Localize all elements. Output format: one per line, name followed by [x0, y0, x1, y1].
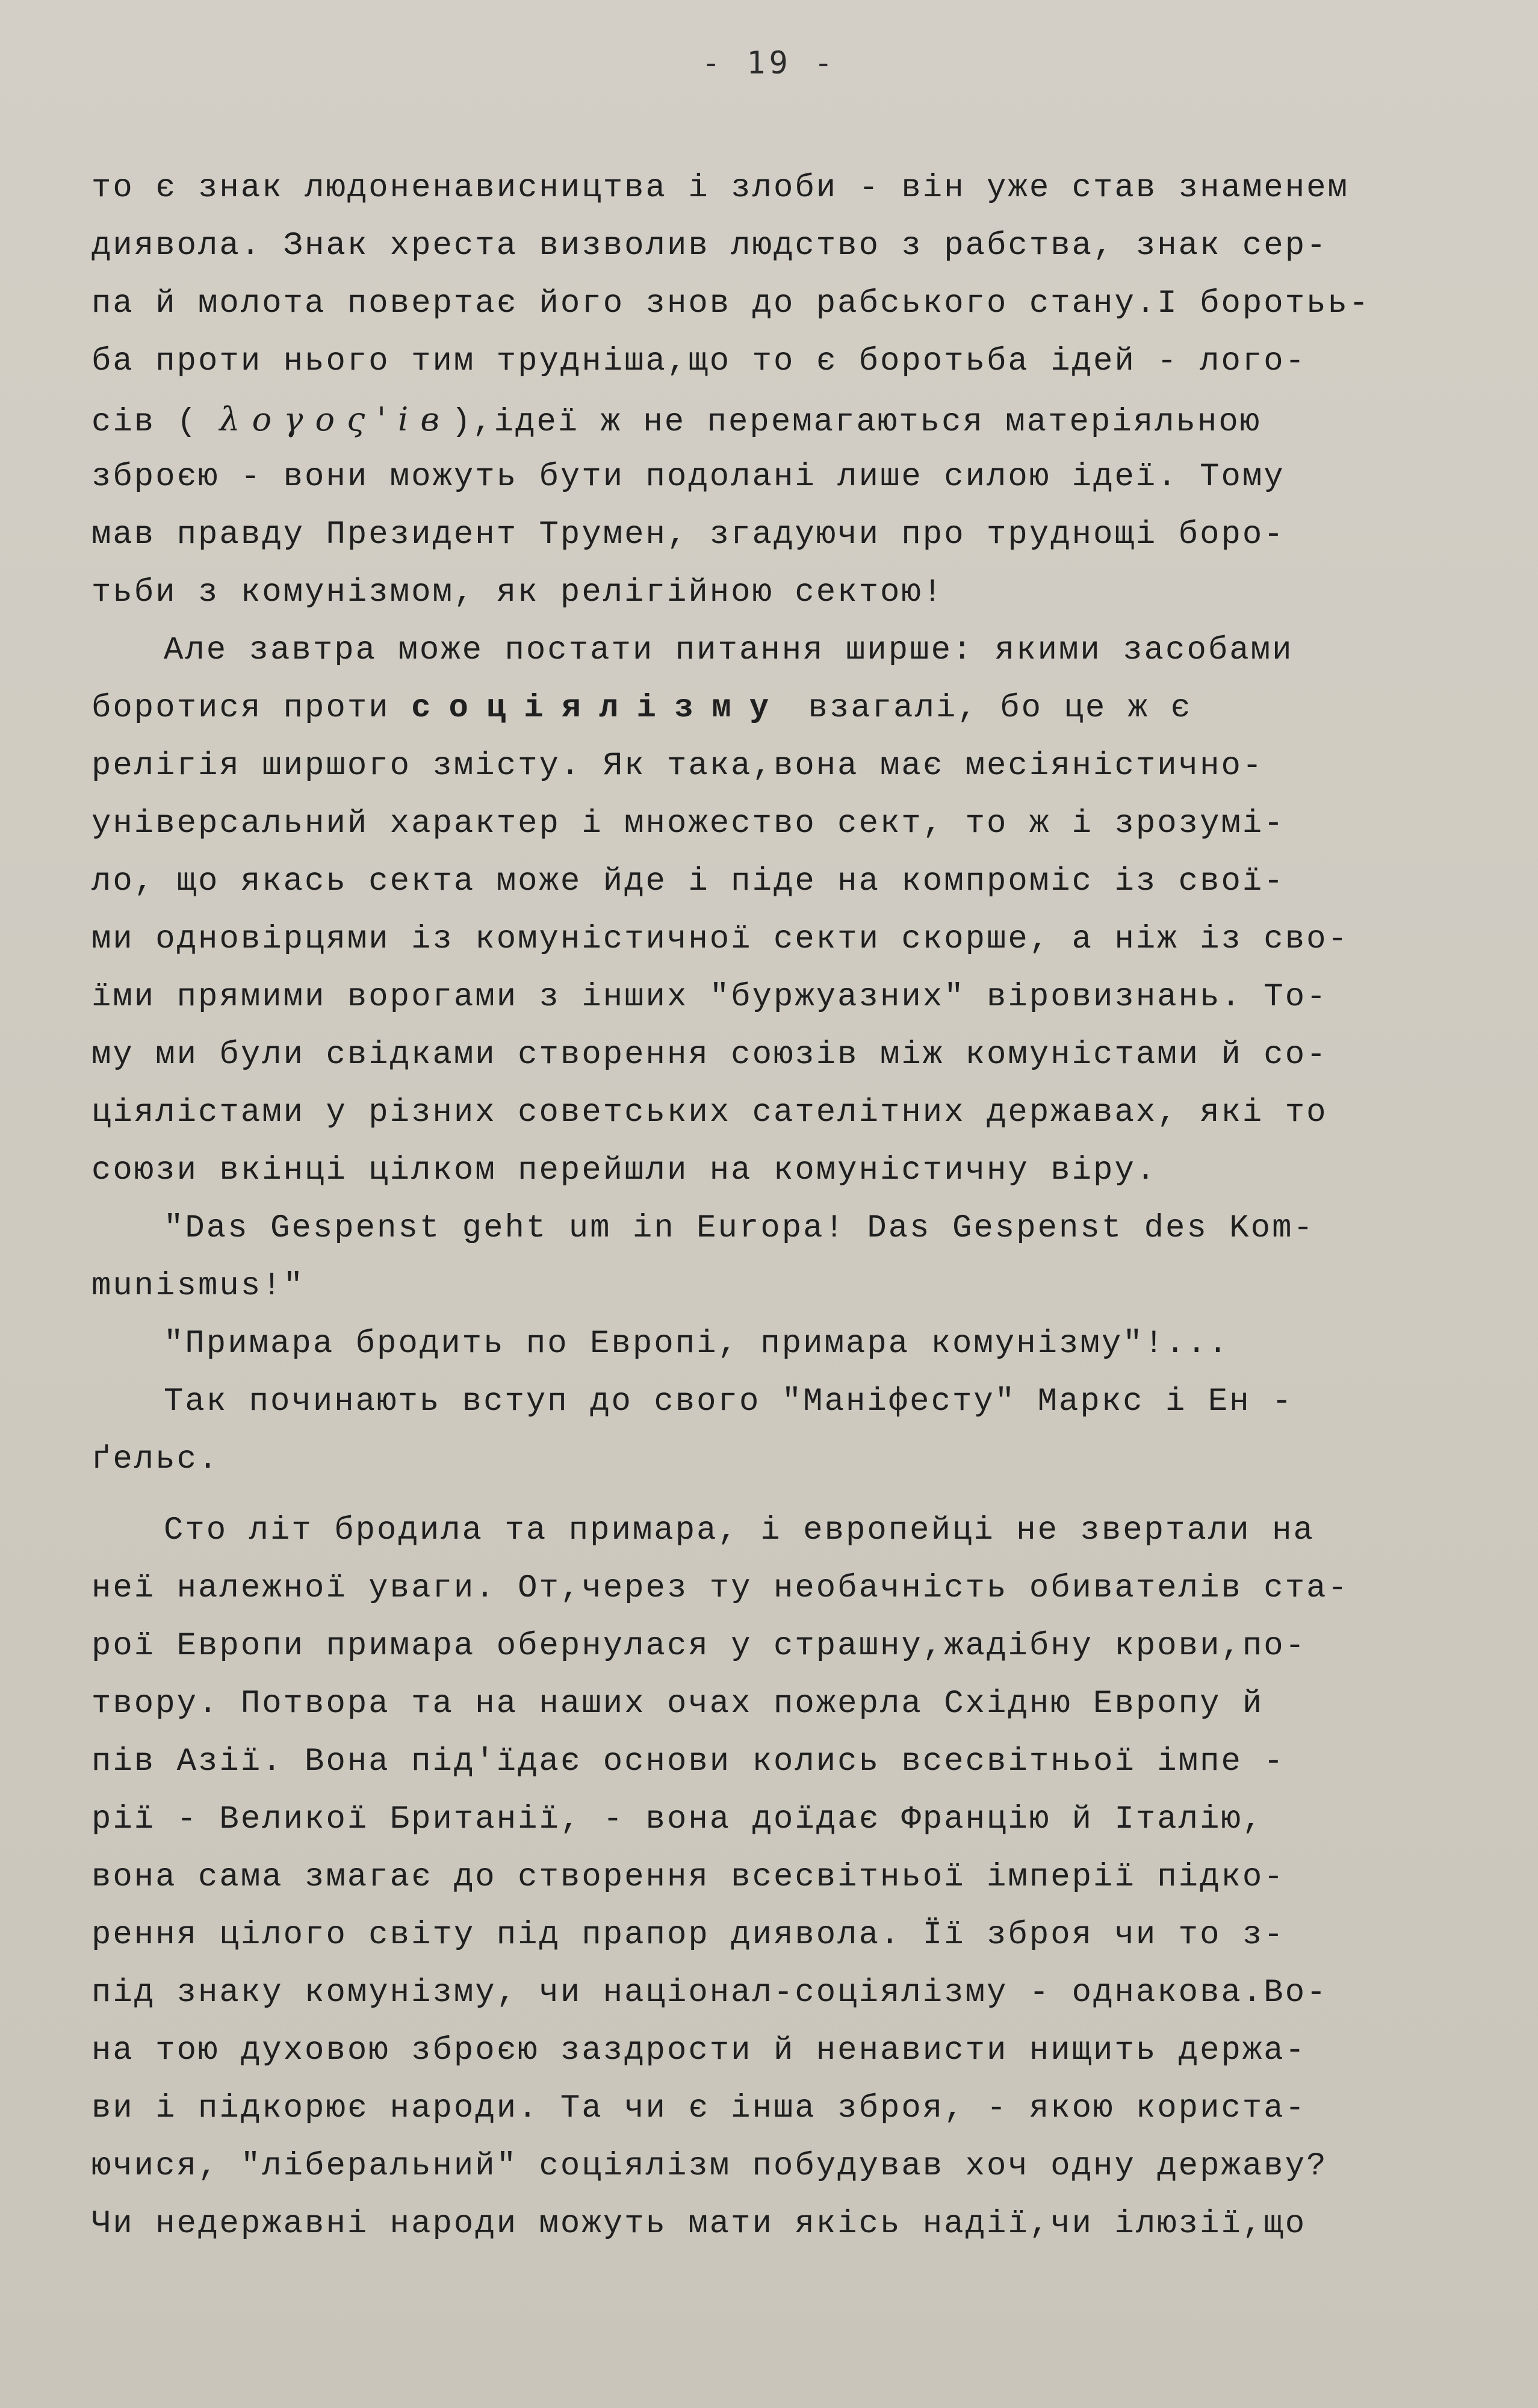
text-segment: ),ідеї ж не перемагаються матеріяльною — [451, 404, 1262, 441]
text-line: мав правду Президент Трумен, згадуючи про труднощі боро- — [91, 517, 1285, 553]
text-segment: взагалі, бо це ж є — [787, 690, 1192, 727]
text-line: ючися, "ліберальний" соціялізм побудував хоч одну державу? — [91, 2148, 1328, 2185]
text-line: рії - Великої Британії, - вона доїдає Францію й Італію, — [91, 1801, 1264, 1838]
text-line: зброєю - вони можуть бути подолані лише силою ідеї. Тому — [91, 459, 1285, 495]
text-line: ціялістами у різних советських сателітних державах, які то — [91, 1094, 1328, 1131]
text-line: Чи недержавні народи можуть мати якісь надії,чи ілюзії,що — [91, 2206, 1307, 2242]
text-line: їми прямими ворогами з інших "буржуазних" віровизнань. То- — [91, 979, 1328, 1016]
text-line: вона сама змагає до створення всесвітньої імперії підко- — [91, 1859, 1285, 1896]
text-line: ло, що якась секта може йде і піде на компроміс із свої- — [91, 863, 1285, 900]
text-line: ми одновірцями із комуністичної секти скорше, а ніж із сво- — [91, 921, 1349, 958]
text-line: під знаку комунізму, чи націонал-соціялізму - однакова.Во- — [91, 1975, 1328, 2011]
paragraph-start-line: Але завтра може постати питання ширше: якими засобами — [164, 632, 1294, 669]
greek-word: λογος'ів — [219, 400, 451, 438]
text-line — [91, 391, 1464, 448]
text-line: універсальний характер і множество сект, то ж і зрозумі- — [91, 805, 1285, 842]
text-line: пів Азії. Вона під'їдає основи колись всесвітньої імпе - — [91, 1743, 1285, 1780]
text-line: союзи вкінці цілком перейшли на комуністичну віру. — [91, 1152, 1158, 1189]
text-line: ґельс. — [91, 1441, 220, 1478]
text-line: тьби з комунізмом, як релігійною сектою! — [91, 574, 944, 611]
text-line: рої Европи примара обернулася у страшну,жадібну крови,по- — [91, 1628, 1307, 1665]
quote-line: munismus!" — [91, 1268, 305, 1305]
text-line — [91, 680, 1464, 737]
paragraph-start-line: Сто літ бродила та примара, і европейці не звертали на — [164, 1512, 1315, 1549]
text-segment: сів ( — [91, 404, 220, 441]
paragraph-start-line: Так починають вступ до свого "Маніфесту" Маркс і Ен - — [164, 1383, 1294, 1420]
text-line: рення цілого світу під прапор диявола. Її зброя чи то з- — [91, 1917, 1285, 1953]
text-segment: боротися проти — [91, 690, 412, 727]
text-line: релігія ширшого змісту. Як така,вона має месіяністично- — [91, 748, 1264, 784]
text-line: па й молота повертає його знов до рабського стану.І боротьь- — [91, 285, 1371, 322]
text-line: диявола. Знак хреста визволив людство з рабства, знак сер- — [91, 228, 1328, 264]
text-line: ви і підкорює народи. Та чи є інша зброя, - якою користа- — [91, 2090, 1307, 2127]
text-line: то є знак людоненависництва і злоби - він уже став знаменем — [91, 170, 1349, 206]
text-line: на тою духовою зброєю заздрости й ненависти нищить держа- — [91, 2032, 1307, 2069]
emphasized-word: соціялізму — [411, 690, 787, 727]
text-line: твору. Потвора та на наших очах пожерла Східню Европу й — [91, 1686, 1264, 1722]
text-line: му ми були свідками створення союзів між комуністами й со- — [91, 1037, 1328, 1073]
body-text — [91, 160, 1464, 2253]
text-line: неї належної уваги. От,через ту необачність обивателів ста- — [91, 1570, 1349, 1607]
text-line: ба проти нього тим трудніша,що то є боротьба ідей - лого- — [91, 343, 1307, 380]
quote-line: "Примара бродить по Европі, примара комунізму"!... — [164, 1326, 1230, 1362]
quote-line: "Das Gespenst geht um in Europa! Das Gespenst des Kom- — [164, 1210, 1315, 1247]
page-number: - 19 - — [701, 45, 837, 81]
